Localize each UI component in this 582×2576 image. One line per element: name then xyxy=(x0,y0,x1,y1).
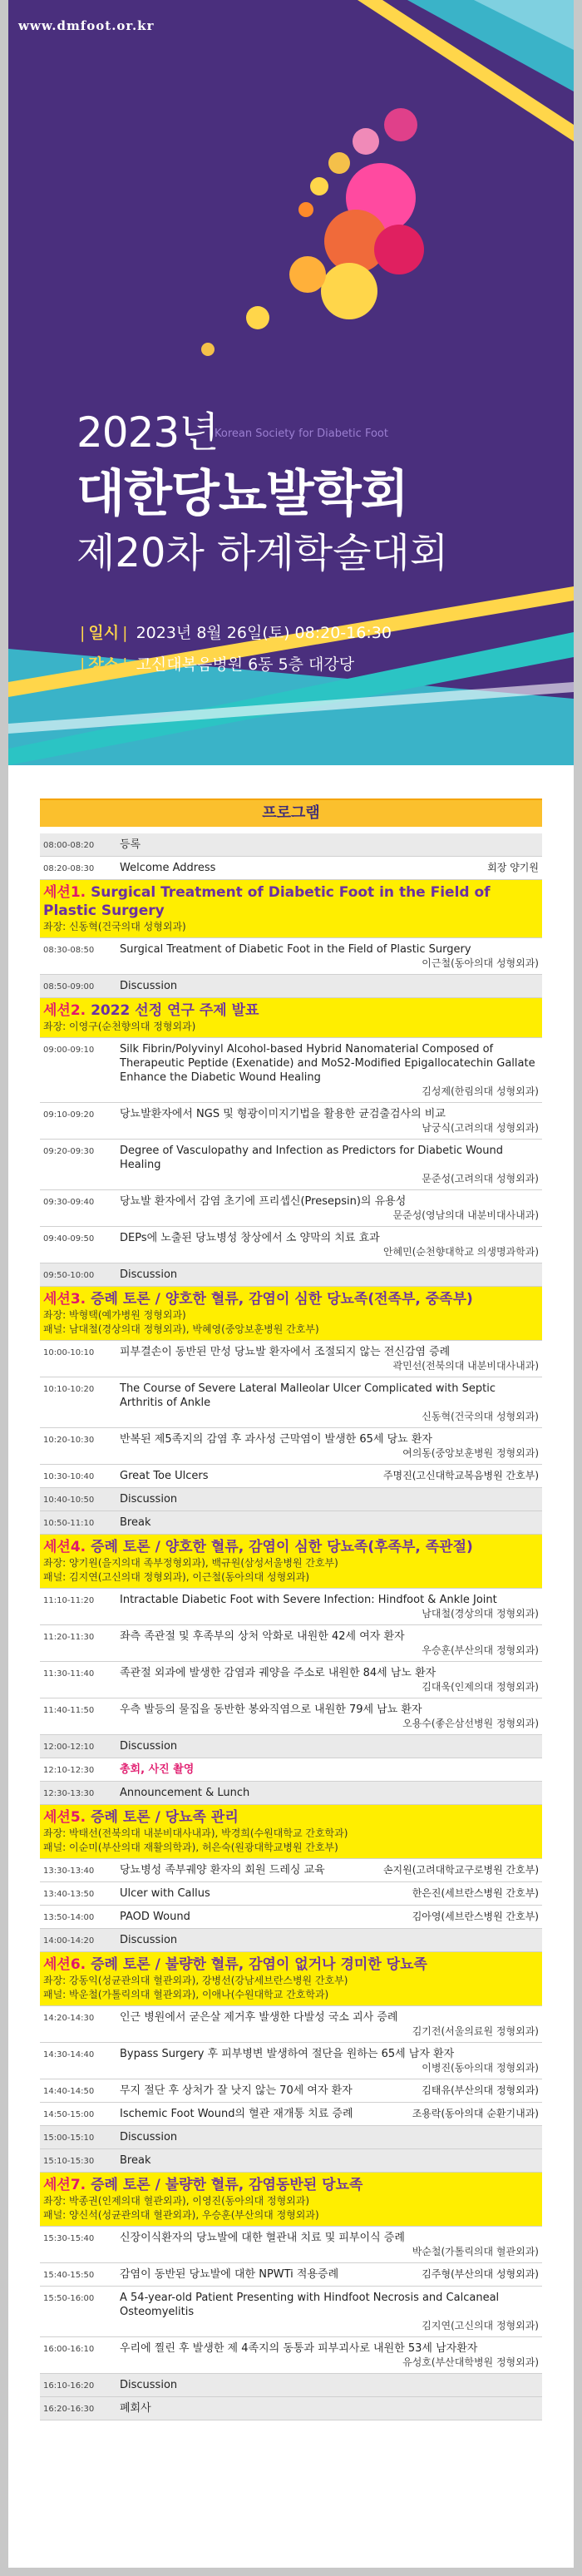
talk-title: Announcement & Lunch xyxy=(120,1787,250,1799)
session-title xyxy=(43,1001,259,1020)
speaker-name: 우승훈(부산의대 정형외과) xyxy=(422,1644,539,1656)
talk-cell xyxy=(120,2291,539,2333)
session-number: 세션5. xyxy=(43,1809,86,1826)
talk-cell xyxy=(120,861,539,875)
talk-title: Discussion xyxy=(120,1493,178,1506)
time-cell: 14:20-14:30 xyxy=(43,2014,95,2023)
session-header xyxy=(40,1287,542,1341)
place-info xyxy=(76,652,354,675)
session-chairs: 좌장: 박형택(예가병원 정형외과) xyxy=(43,1309,186,1321)
talk-title: 총회, 사진 촬영 xyxy=(120,1763,195,1776)
table-row xyxy=(40,2337,542,2374)
talk-cell xyxy=(120,1629,539,1658)
session-title xyxy=(43,1808,239,1827)
talk-title: 당뇨발환자에서 NGS 및 형광이미지기법을 활용한 균검출검사의 비교 xyxy=(120,1108,446,1120)
talk-cell xyxy=(120,2231,539,2259)
talk-cell xyxy=(120,1703,539,1731)
session-title-text: 2022 선정 연구 주제 발표 xyxy=(91,1002,259,1019)
break-row xyxy=(40,833,542,857)
talk-title: Degree of Vasculopathy and Infection as Predictors for Diabetic Wound Healing xyxy=(120,1145,503,1171)
talk-title: A 54-year-old Patient Presenting with Hindfoot Necrosis and Calcaneal Osteomyelitis xyxy=(120,2292,500,2318)
session-title xyxy=(43,883,539,920)
talk-cell xyxy=(120,2107,539,2121)
talk-title: 피부결손이 동반된 만성 당뇨발 환자에서 조절되지 않는 전신감염 증례 xyxy=(120,1346,451,1358)
session-header xyxy=(40,880,542,938)
table-row xyxy=(40,1341,542,1377)
site-url[interactable]: www.dmfoot.or.kr xyxy=(18,18,155,33)
table-row xyxy=(40,2043,542,2079)
time-cell: 11:40-11:50 xyxy=(43,1706,95,1715)
talk-cell xyxy=(120,942,539,971)
time-cell: 15:40-15:50 xyxy=(43,2271,95,2280)
table-row xyxy=(40,1377,542,1428)
session-title-text: 증례 토론 / 불량한 혈류, 감염동반된 당뇨족 xyxy=(91,2177,363,2193)
talk-cell xyxy=(120,2153,539,2168)
talk-title: PAOD Wound xyxy=(120,1911,190,1923)
talk-title: Bypass Surgery 후 피부병변 발생하여 절단을 원하는 65세 남자 환자 xyxy=(120,2048,455,2060)
session-chairs: 좌장: 이영구(순천향의대 정형외과) xyxy=(43,1021,196,1032)
speaker-name: 김기전(서울의료원 정형외과) xyxy=(412,2025,539,2037)
time-cell: 11:20-11:30 xyxy=(43,1633,95,1642)
time-cell: 10:30-10:40 xyxy=(43,1472,95,1481)
speaker-name: 이근철(동아의대 성형외과) xyxy=(422,957,539,969)
talk-title: 감염이 동반된 당뇨발에 대한 NPWTi 적용증례 xyxy=(120,2268,339,2281)
break-row xyxy=(40,1488,542,1511)
speaker-name: 주명진(고신대학교복음병원 간호부) xyxy=(382,1470,539,1481)
time-cell: 10:40-10:50 xyxy=(43,1496,95,1505)
break-row xyxy=(40,2126,542,2149)
table-row xyxy=(40,1859,542,1882)
speaker-name: 손지원(고려대학교구로병원 간호부) xyxy=(382,1864,539,1876)
talk-title: Welcome Address xyxy=(120,862,216,874)
table-row xyxy=(40,2227,542,2263)
talk-title: Break xyxy=(120,1516,151,1529)
talk-title: Discussion xyxy=(120,2131,178,2143)
talk-title: 족관절 외과에 발생한 감염과 궤양을 주소로 내원한 84세 남노 환자 xyxy=(120,1667,436,1679)
time-cell: 11:30-11:40 xyxy=(43,1669,95,1679)
talk-cell xyxy=(120,1268,539,1282)
break-row xyxy=(40,975,542,998)
speaker-name: 김대욱(인제의대 정형외과) xyxy=(422,1681,539,1693)
break-row xyxy=(40,1511,542,1535)
session-chairs: 패널: 이순미(부산의대 재활의학과), 허은숙(원광대학교병원 간호부) xyxy=(43,1842,338,1853)
speaker-name: 오용수(좋은삼선병원 정형외과) xyxy=(402,1718,539,1729)
foot-logo xyxy=(8,0,574,416)
talk-title: Ulcer with Callus xyxy=(120,1887,210,1900)
time-cell: 14:40-14:50 xyxy=(43,2087,95,2096)
talk-cell xyxy=(120,1492,539,1506)
time-cell: 16:10-16:20 xyxy=(43,2381,95,2391)
talk-title: Discussion xyxy=(120,980,178,992)
break-row xyxy=(40,2374,542,2397)
conference-year: 2023년 xyxy=(76,408,219,457)
speaker-name: 김아영(세브란스병원 간호부) xyxy=(412,1911,539,1922)
speaker-name: 김지연(고신의대 정형외과) xyxy=(422,2320,539,2331)
time-cell: 12:30-13:30 xyxy=(43,1789,95,1798)
talk-title: 폐회사 xyxy=(120,2402,151,2415)
conference-title: 제20차 하계학술대회 xyxy=(76,530,449,576)
break-row xyxy=(40,1735,542,1758)
break-row xyxy=(40,1782,542,1805)
talk-title: Great Toe Ulcers xyxy=(120,1470,209,1482)
talk-title: Ischemic Foot Wound의 혈관 재개통 치료 증례 xyxy=(120,2108,353,2120)
speaker-name: 이병진(동아의대 정형외과) xyxy=(422,2062,539,2074)
table-row xyxy=(40,1103,542,1140)
place-label: 장소 xyxy=(88,655,120,674)
talk-cell xyxy=(120,2267,539,2282)
separator: | xyxy=(122,655,128,674)
talk-cell xyxy=(120,2401,539,2415)
table-row xyxy=(40,1882,542,1906)
table-row xyxy=(40,2006,542,2043)
speaker-name: 조용락(동아의대 순환기내과) xyxy=(412,2108,539,2119)
separator: | xyxy=(80,624,86,642)
talk-title: 무지 절단 후 상처가 잘 낫지 않는 70세 여자 환자 xyxy=(120,2084,353,2097)
program-table xyxy=(40,833,542,2420)
speaker-name: 박순철(가톨릭의대 혈관외과) xyxy=(412,2246,539,2257)
talk-cell xyxy=(120,1194,539,1223)
table-row xyxy=(40,2263,542,2287)
session-chairs: 패널: 남대철(경상의대 정형외과), 박혜영(중앙보훈병원 간호부) xyxy=(43,1323,319,1335)
society-english-name: Korean Society for Diabetic Foot xyxy=(215,428,388,440)
time-cell: 15:30-15:40 xyxy=(43,2234,95,2243)
table-row xyxy=(40,1227,542,1263)
speaker-name: 김태유(부산의대 정형외과) xyxy=(422,2084,539,2096)
time-cell: 08:50-09:00 xyxy=(43,982,95,991)
time-cell: 12:00-12:10 xyxy=(43,1743,95,1752)
time-cell: 09:00-09:10 xyxy=(43,1046,95,1055)
talk-cell xyxy=(120,1515,539,1530)
time-cell: 14:30-14:40 xyxy=(43,2050,95,2059)
speaker-name: 남궁식(고려의대 성형외과) xyxy=(422,1122,539,1134)
session-chairs: 패널: 양신석(성균관의대 혈관외과), 우승훈(부산의대 정형외과) xyxy=(43,2209,319,2221)
session-title-text: 증례 토론 / 양호한 혈류, 감염이 심한 당뇨족(전족부, 중족부) xyxy=(91,1291,473,1308)
table-row xyxy=(40,1698,542,1735)
society-name: 대한당뇨발학회 xyxy=(76,465,408,523)
session-chairs: 좌장: 양기원(을지의대 족부정형외과), 백규원(삼성서울병원 간호부) xyxy=(43,1557,338,1569)
talk-title: 우리에 찔린 후 발생한 제 4족지의 동통과 피부괴사로 내원한 53세 남자환자 xyxy=(120,2342,478,2355)
talk-cell xyxy=(120,979,539,993)
talk-cell xyxy=(120,1042,539,1099)
speaker-name: 회장 양기원 xyxy=(487,862,539,873)
talk-cell xyxy=(120,1432,539,1461)
date-value: 2023년 8월 26일(토) 08:20-16:30 xyxy=(136,624,392,642)
talk-cell xyxy=(120,1886,539,1901)
session-header xyxy=(40,2173,542,2227)
talk-title: 당뇨발 환자에서 감염 초기에 프리셉신(Presepsin)의 유용성 xyxy=(120,1195,407,1208)
break-row xyxy=(40,2397,542,2420)
hero-banner xyxy=(8,0,574,765)
time-cell: 10:50-11:10 xyxy=(43,1519,95,1528)
session-number: 세션7. xyxy=(43,2177,86,2193)
time-cell: 08:30-08:50 xyxy=(43,946,95,955)
talk-title: Surgical Treatment of Diabetic Foot in the Field of Plastic Surgery xyxy=(120,943,471,956)
table-row xyxy=(40,1465,542,1488)
talk-cell xyxy=(120,1231,539,1259)
talk-cell xyxy=(120,2130,539,2144)
date-label: 일시 xyxy=(88,624,120,642)
talk-title: 반복된 제5족지의 감염 후 과사성 근막염이 발생한 65세 당뇨 환자 xyxy=(120,1433,432,1446)
speaker-name: 김주형(부산의대 성형외과) xyxy=(422,2268,539,2280)
talk-cell xyxy=(120,1144,539,1186)
time-cell: 09:20-09:30 xyxy=(43,1147,95,1156)
break-row xyxy=(40,1263,542,1287)
session-chairs: 패널: 박운철(가톨릭의대 혈관외과), 이애나(수원대학교 간호학과) xyxy=(43,1989,329,2000)
talk-title: 등록 xyxy=(120,838,141,851)
separator: | xyxy=(80,655,86,674)
session-number: 세션6. xyxy=(43,1956,86,1973)
session-chairs: 좌장: 강동익(성균관의대 혈관외과), 강병선(강남세브란스병원 간호부) xyxy=(43,1975,348,1986)
table-row xyxy=(40,1589,542,1625)
talk-cell xyxy=(120,1910,539,1924)
talk-title: 우측 발등의 물집을 동반한 봉와직염으로 내원한 79세 남뇨 환자 xyxy=(120,1703,422,1716)
session-header xyxy=(40,1805,542,1859)
table-row xyxy=(40,1140,542,1190)
table-row xyxy=(40,2287,542,2337)
time-cell: 13:50-14:00 xyxy=(43,1913,95,1922)
session-title xyxy=(43,1955,427,1974)
time-cell: 13:40-13:50 xyxy=(43,1890,95,1899)
break-row xyxy=(40,1929,542,1952)
talk-title: The Course of Severe Lateral Malleolar Ulcer Complicated with Septic Arthritis of Ankle xyxy=(120,1382,496,1409)
break-row xyxy=(40,2149,542,2173)
time-cell: 14:00-14:20 xyxy=(43,1936,95,1946)
time-cell: 15:00-15:10 xyxy=(43,2133,95,2143)
table-row xyxy=(40,1906,542,1929)
time-cell: 15:50-16:00 xyxy=(43,2294,95,2303)
time-cell: 09:40-09:50 xyxy=(43,1234,95,1244)
talk-cell xyxy=(120,1786,539,1800)
speaker-name: 안혜민(순천향대학교 의생명과학과) xyxy=(382,1246,539,1258)
time-cell: 13:30-13:40 xyxy=(43,1866,95,1876)
talk-title: DEPs에 노출된 당뇨병성 창상에서 소 양막의 치료 효과 xyxy=(120,1232,380,1244)
talk-cell xyxy=(120,2341,539,2370)
time-cell: 16:20-16:30 xyxy=(43,2405,95,2414)
talk-cell xyxy=(120,1345,539,1373)
talk-title: Break xyxy=(120,2154,151,2167)
time-cell: 11:10-11:20 xyxy=(43,1596,95,1605)
time-cell: 10:00-10:10 xyxy=(43,1348,95,1357)
talk-cell xyxy=(120,1739,539,1753)
talk-cell xyxy=(120,1107,539,1135)
talk-title: Discussion xyxy=(120,1740,178,1753)
time-cell: 08:20-08:30 xyxy=(43,864,95,873)
time-cell: 12:10-12:30 xyxy=(43,1766,95,1775)
session-header xyxy=(40,998,542,1038)
session-title-text: 증례 토론 / 당뇨족 관리 xyxy=(91,1809,239,1826)
session-title xyxy=(43,2176,363,2194)
speaker-name: 유성호(부산대학병원 정형외과) xyxy=(402,2356,539,2368)
program-section xyxy=(8,765,574,2568)
session-chairs: 좌장: 박종권(인제의대 혈관외과), 이영진(동아의대 정형외과) xyxy=(43,2195,310,2207)
talk-cell xyxy=(120,2047,539,2075)
speaker-name: 곽민선(전북의대 내분비대사내과) xyxy=(392,1360,539,1372)
talk-title: Silk Fibrin/Polyvinyl Alcohol-based Hybrid Nanomaterial Composed of Therapeutic Peptide (Exenatide) and MoS2-Modified Epigallocatechin Gallate Enhance the Diabetic Wound Healing xyxy=(120,1043,535,1084)
session-title xyxy=(43,1538,473,1556)
talk-title: Discussion xyxy=(120,1268,178,1281)
talk-cell xyxy=(120,1863,539,1877)
speaker-name: 문준성(영남의대 내분비대사내과) xyxy=(392,1209,539,1221)
talk-cell xyxy=(120,1763,539,1777)
talk-cell xyxy=(120,2084,539,2098)
session-number: 세션1. xyxy=(43,884,86,901)
session-title-text: Surgical Treatment of Diabetic Foot in the Field of Plastic Surgery xyxy=(43,884,491,919)
table-row xyxy=(40,1190,542,1227)
session-chairs: 좌장: 신동혁(건국의대 성형외과) xyxy=(43,921,186,932)
talk-cell xyxy=(120,1382,539,1424)
talk-cell xyxy=(120,2010,539,2039)
talk-title: Intractable Diabetic Foot with Severe Infection: Hindfoot & Ankle Joint xyxy=(120,1594,497,1606)
table-row xyxy=(40,857,542,880)
speaker-name: 남대철(경상의대 정형외과) xyxy=(422,1608,539,1619)
table-row xyxy=(40,1662,542,1698)
talk-cell xyxy=(120,1469,539,1483)
session-header xyxy=(40,1535,542,1589)
table-row xyxy=(40,2079,542,2103)
talk-title: 당뇨병성 족부궤양 환자의 회원 드레싱 교육 xyxy=(120,1864,325,1876)
table-row xyxy=(40,1428,542,1465)
speaker-name: 김성제(한림의대 성형외과) xyxy=(422,1085,539,1097)
time-cell: 10:10-10:20 xyxy=(43,1385,95,1394)
separator: | xyxy=(122,624,128,642)
speaker-name: 한은진(세브란스병원 간호부) xyxy=(412,1887,539,1899)
talk-title: 인근 병원에서 굳은살 제거후 발생한 다발성 국소 괴사 증례 xyxy=(120,2011,398,2024)
time-cell: 08:00-08:20 xyxy=(43,841,95,850)
table-row xyxy=(40,2103,542,2126)
table-row xyxy=(40,938,542,975)
table-row xyxy=(40,1758,542,1782)
table-row xyxy=(40,1038,542,1103)
time-cell: 09:30-09:40 xyxy=(43,1198,95,1207)
time-cell: 09:10-09:20 xyxy=(43,1110,95,1120)
date-info xyxy=(76,621,392,643)
talk-title: 신장이식환자의 당뇨발에 대한 혈관내 치료 및 피부이식 증례 xyxy=(120,2232,405,2244)
talk-cell xyxy=(120,2378,539,2392)
time-cell: 15:10-15:30 xyxy=(43,2157,95,2166)
place-value: 고신대복음병원 6동 5층 대강당 xyxy=(136,655,355,674)
session-title xyxy=(43,1290,473,1308)
session-number: 세션4. xyxy=(43,1539,86,1555)
session-number: 세션2. xyxy=(43,1002,86,1019)
talk-cell xyxy=(120,1593,539,1621)
speaker-name: 문준성(고려의대 성형외과) xyxy=(422,1173,539,1184)
talk-title: Discussion xyxy=(120,1934,178,1946)
session-title-text: 증례 토론 / 양호한 혈류, 감염이 심한 당뇨족(후족부, 족관절) xyxy=(91,1539,473,1555)
speaker-name: 여의동(중앙보훈병원 정형외과) xyxy=(402,1447,539,1459)
talk-title: 좌측 족관절 및 후족부의 상처 악화로 내원한 42세 여자 환자 xyxy=(120,1630,405,1643)
time-cell: 16:00-16:10 xyxy=(43,2345,95,2354)
speaker-name: 신동혁(건국의대 성형외과) xyxy=(422,1411,539,1422)
talk-title: Discussion xyxy=(120,2379,178,2391)
talk-cell xyxy=(120,838,539,852)
table-row xyxy=(40,1625,542,1662)
session-title-text: 증례 토론 / 불량한 혈류, 감염이 없거나 경미한 당뇨족 xyxy=(91,1956,427,1973)
talk-cell xyxy=(120,1666,539,1694)
session-number: 세션3. xyxy=(43,1291,86,1308)
session-chairs: 패널: 김지연(고신의대 정형외과), 이근철(동아의대 성형외과) xyxy=(43,1571,310,1583)
time-cell: 09:50-10:00 xyxy=(43,1271,95,1280)
talk-cell xyxy=(120,1933,539,1947)
session-chairs: 좌장: 박태선(전북의대 내분비대사내과), 박경희(수원대학교 간호학과) xyxy=(43,1827,348,1839)
time-cell: 14:50-15:00 xyxy=(43,2110,95,2119)
time-cell: 10:20-10:30 xyxy=(43,1436,95,1445)
program-title: 프로그램 xyxy=(40,799,542,827)
session-header xyxy=(40,1952,542,2006)
